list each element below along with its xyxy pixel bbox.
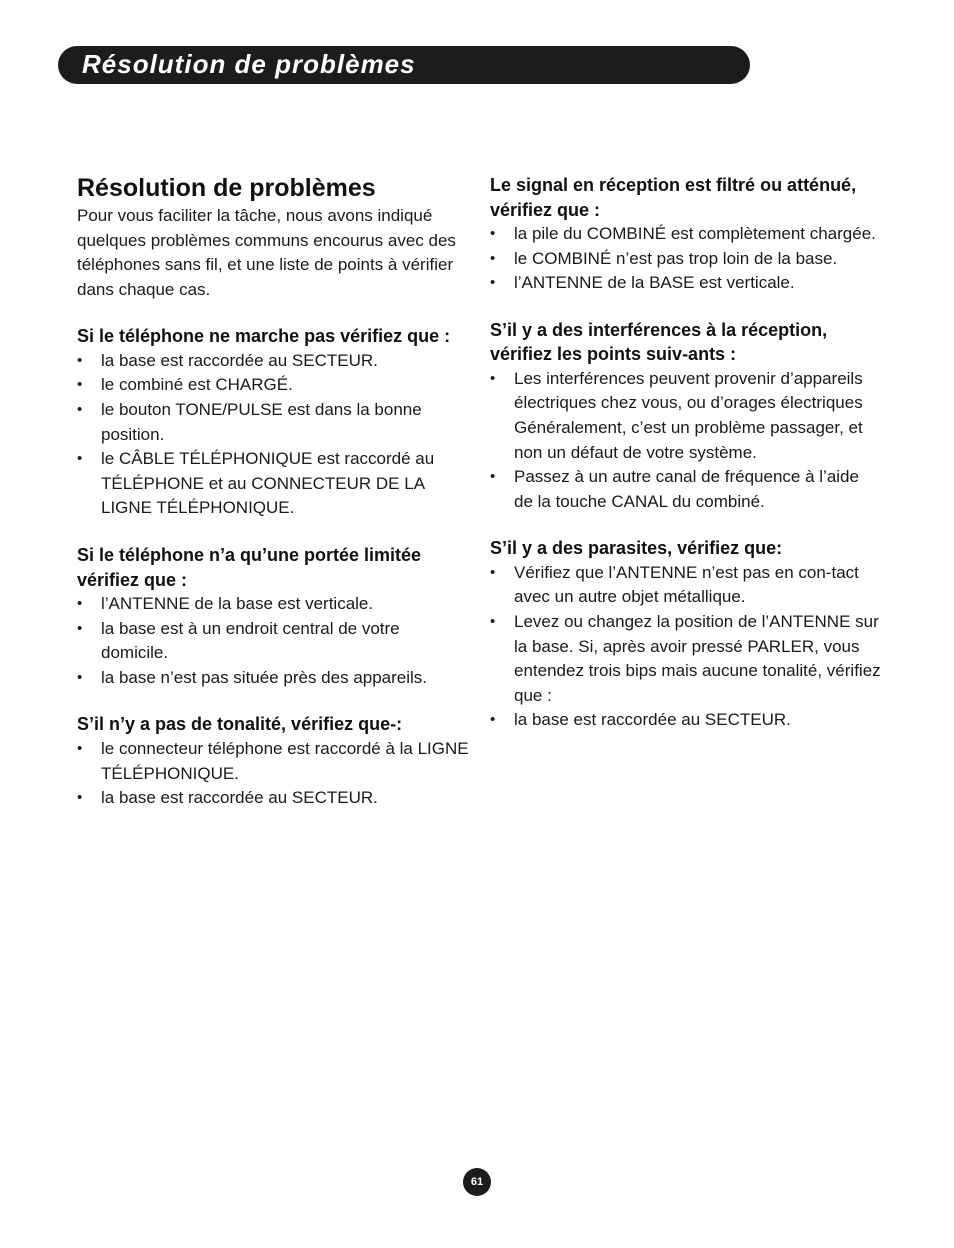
list-item: • le CÂBLE TÉLÉPHONIQUE est raccordé au TÉLÉPHONE et au CONNECTEUR DE LA LIGNE TÉLÉPHONIQUE. — [77, 447, 469, 521]
list-item: • Levez ou changez la position de l’ANTENNE sur la base. Si, après avoir pressé PARLER, vous entendez trois bips mais aucune tonalité, vérifiez que : — [490, 610, 882, 708]
list-item: • le connecteur téléphone est raccordé à la LIGNE TÉLÉPHONIQUE. — [77, 737, 469, 786]
list-item: • Vérifiez que l’ANTENNE n’est pas en con-tact avec un autre objet métallique. — [490, 561, 882, 610]
checklist — [77, 737, 469, 811]
right-column — [490, 173, 882, 755]
list-item: • le COMBINÉ n’est pas trop loin de la base. — [490, 247, 882, 272]
section-no-dial-tone — [77, 712, 469, 810]
section-weak-signal — [490, 173, 882, 296]
page-number-badge: 61 — [463, 1168, 491, 1196]
list-item: • la base est raccordée au SECTEUR. — [77, 786, 469, 811]
list-item: • la pile du COMBINÉ est complètement chargée. — [490, 222, 882, 247]
intro-paragraph: Pour vous faciliter la tâche, nous avons indiqué quelques problèmes communs encourus avec des téléphones sans fil, et une liste de points à vérifier dans chaque cas. — [77, 206, 456, 299]
list-item: • la base est raccordée au SECTEUR. — [490, 708, 882, 733]
section-heading: Si le téléphone ne marche pas vérifiez que : — [77, 326, 451, 347]
list-item: • le combiné est CHARGÉ. — [77, 373, 469, 398]
list-item: • Les interférences peuvent provenir d’appareils électriques chez vous, ou d’orages électriques Généralement, c’est un problème passager, et non un défaut de votre système. — [490, 367, 882, 465]
list-item: • la base n’est pas située près des appareils. — [77, 666, 469, 691]
checklist — [490, 367, 882, 515]
list-item: • la base est raccordée au SECTEUR. — [77, 349, 469, 374]
section-heading: S’il y a des parasites, vérifiez que: — [490, 538, 783, 559]
section-heading: S’il n’y a pas de tonalité, vérifiez que-: — [77, 714, 403, 735]
chapter-title: Résolution de problèmes — [82, 49, 416, 79]
section-static-noise — [490, 536, 882, 733]
section-heading: Le signal en réception est filtré ou atténué, vérifiez que : — [490, 175, 857, 220]
list-item: • Passez à un autre canal de fréquence à l’aide de la touche CANAL du combiné. — [490, 465, 882, 514]
list-item: • l’ANTENNE de la BASE est verticale. — [490, 271, 882, 296]
list-item: • la base est à un endroit central de votre domicile. — [77, 617, 469, 666]
checklist — [77, 592, 469, 690]
page-title: Résolution de problèmes — [77, 174, 376, 202]
intro-block — [77, 172, 469, 302]
list-item: • l’ANTENNE de la base est verticale. — [77, 592, 469, 617]
section-limited-range — [77, 543, 469, 690]
section-phone-not-working — [77, 324, 469, 521]
checklist — [490, 222, 882, 296]
left-column — [77, 172, 469, 833]
section-interference — [490, 318, 882, 515]
section-heading: S’il y a des interférences à la réception, vérifiez les points suiv-ants : — [490, 319, 828, 365]
checklist — [490, 561, 882, 733]
chapter-header-bar — [58, 46, 750, 84]
list-item: • le bouton TONE/PULSE est dans la bonne position. — [77, 398, 469, 447]
section-heading: Si le téléphone n’a qu’une portée limitée vérifiez que : — [77, 545, 422, 590]
checklist — [77, 349, 469, 521]
